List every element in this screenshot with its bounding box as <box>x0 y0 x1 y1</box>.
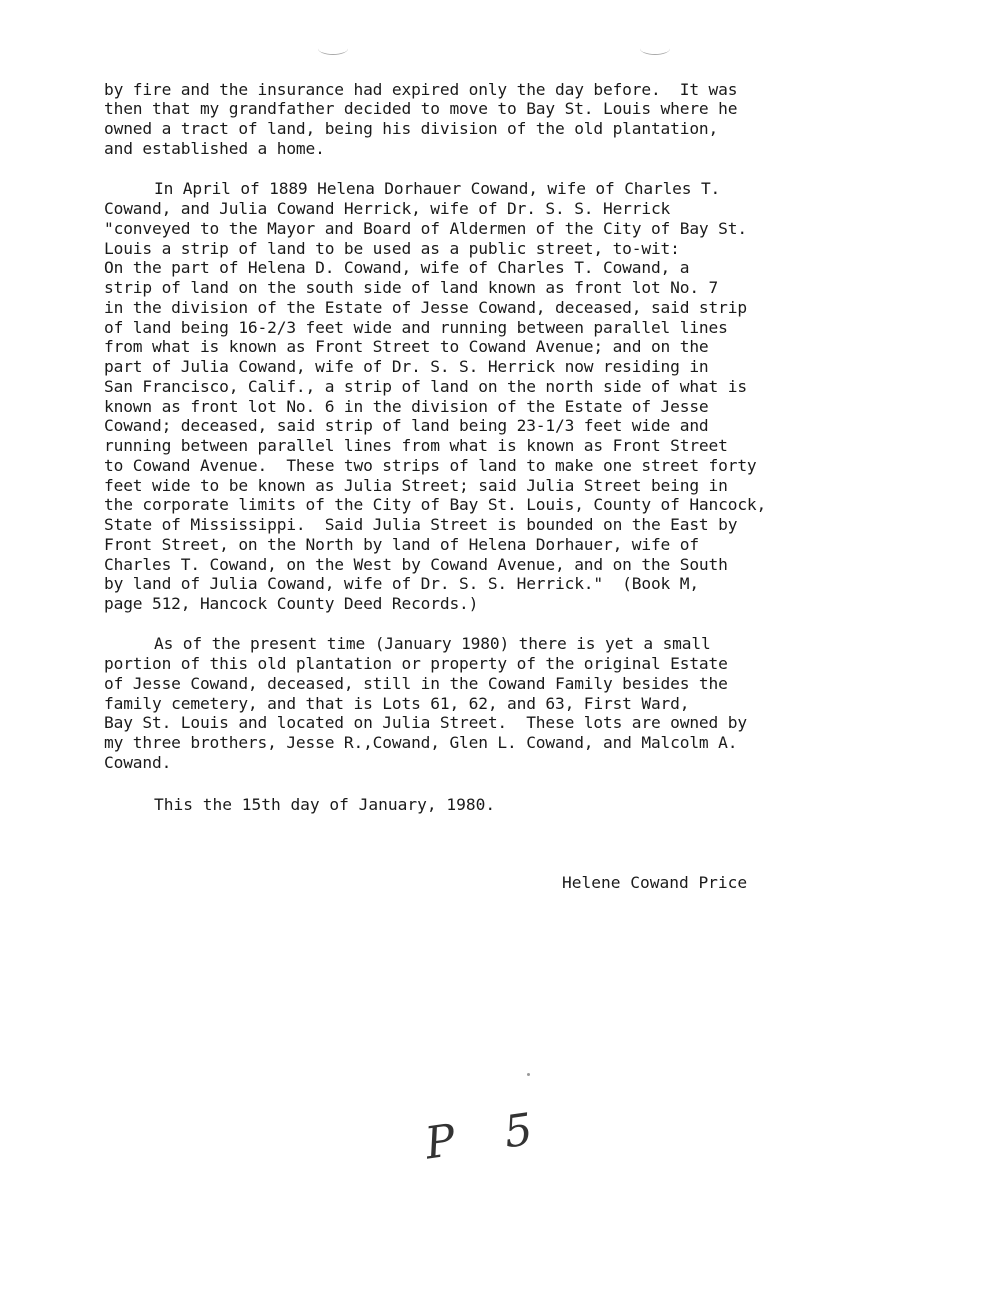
text-line: Cowand, and Julia Cowand Herrick, wife of Dr. S. S. Herrick <box>104 199 671 218</box>
text-line: "conveyed to the Mayor and Board of Aldermen of the City of Bay St. <box>104 219 747 238</box>
signature-name: Helene Cowand Price <box>562 873 748 892</box>
closing-date-line: This the 15th day of January, 1980. <box>154 795 496 814</box>
text-line: the corporate limits of the City of Bay St. Louis, County of Hancock, <box>104 495 767 514</box>
text-line: family cemetery, and that is Lots 61, 62, and 63, First Ward, <box>104 694 690 713</box>
scan-speck <box>527 1073 530 1076</box>
text-line: and established a home. <box>104 139 325 158</box>
text-line: of Jesse Cowand, deceased, still in the Cowand Family besides the <box>104 674 728 693</box>
handwritten-page-mark: P 5 <box>422 1101 554 1170</box>
text-line: portion of this old plantation or property of the original Estate <box>104 654 728 673</box>
text-line: from what is known as Front Street to Cowand Avenue; and on the <box>104 337 709 356</box>
text-line: strip of land on the south side of land known as front lot No. 7 <box>104 278 719 297</box>
text-line: running between parallel lines from what is known as Front Street <box>104 436 728 455</box>
text-line: then that my grandfather decided to move to Bay St. Louis where he <box>104 99 738 118</box>
text-line: by fire and the insurance had expired only the day before. It was <box>104 80 738 99</box>
text-line: State of Mississippi. Said Julia Street is bounded on the East by <box>104 515 738 534</box>
text-line: of land being 16-2/3 feet wide and running between parallel lines <box>104 318 728 337</box>
text-line: Louis a strip of land to be used as a public street, to-wit: <box>104 239 680 258</box>
text-line: Cowand; deceased, said strip of land being 23-1/3 feet wide and <box>104 416 709 435</box>
text-line: part of Julia Cowand, wife of Dr. S. S. Herrick now residing in <box>104 357 709 376</box>
text-line: In April of 1889 Helena Dorhauer Cowand, wife of Charles T. <box>154 179 721 198</box>
text-line: San Francisco, Calif., a strip of land on the north side of what is <box>104 377 747 396</box>
text-line: my three brothers, Jesse R.,Cowand, Glen L. Cowand, and Malcolm A. <box>104 733 738 752</box>
text-line: in the division of the Estate of Jesse Cowand, deceased, said strip <box>104 298 747 317</box>
text-line: owned a tract of land, being his division of the old plantation, <box>104 119 719 138</box>
text-line: known as front lot No. 6 in the division of the Estate of Jesse <box>104 397 709 416</box>
text-line: Front Street, on the North by land of Helena Dorhauer, wife of <box>104 535 699 554</box>
scan-mark-left <box>318 42 348 55</box>
text-line: Cowand. <box>104 753 172 772</box>
text-line: by land of Julia Cowand, wife of Dr. S. S. Herrick." (Book M, <box>104 574 699 593</box>
text-line: page 512, Hancock County Deed Records.) <box>104 594 479 613</box>
text-line: Charles T. Cowand, on the West by Cowand Avenue, and on the South <box>104 555 728 574</box>
text-line: On the part of Helena D. Cowand, wife of Charles T. Cowand, a <box>104 258 690 277</box>
text-line: Bay St. Louis and located on Julia Street. These lots are owned by <box>104 713 747 732</box>
text-line: to Cowand Avenue. These two strips of land to make one street forty <box>104 456 757 475</box>
scan-mark-right <box>640 42 670 55</box>
text-line: feet wide to be known as Julia Street; said Julia Street being in <box>104 476 728 495</box>
text-line: As of the present time (January 1980) there is yet a small <box>154 634 711 653</box>
